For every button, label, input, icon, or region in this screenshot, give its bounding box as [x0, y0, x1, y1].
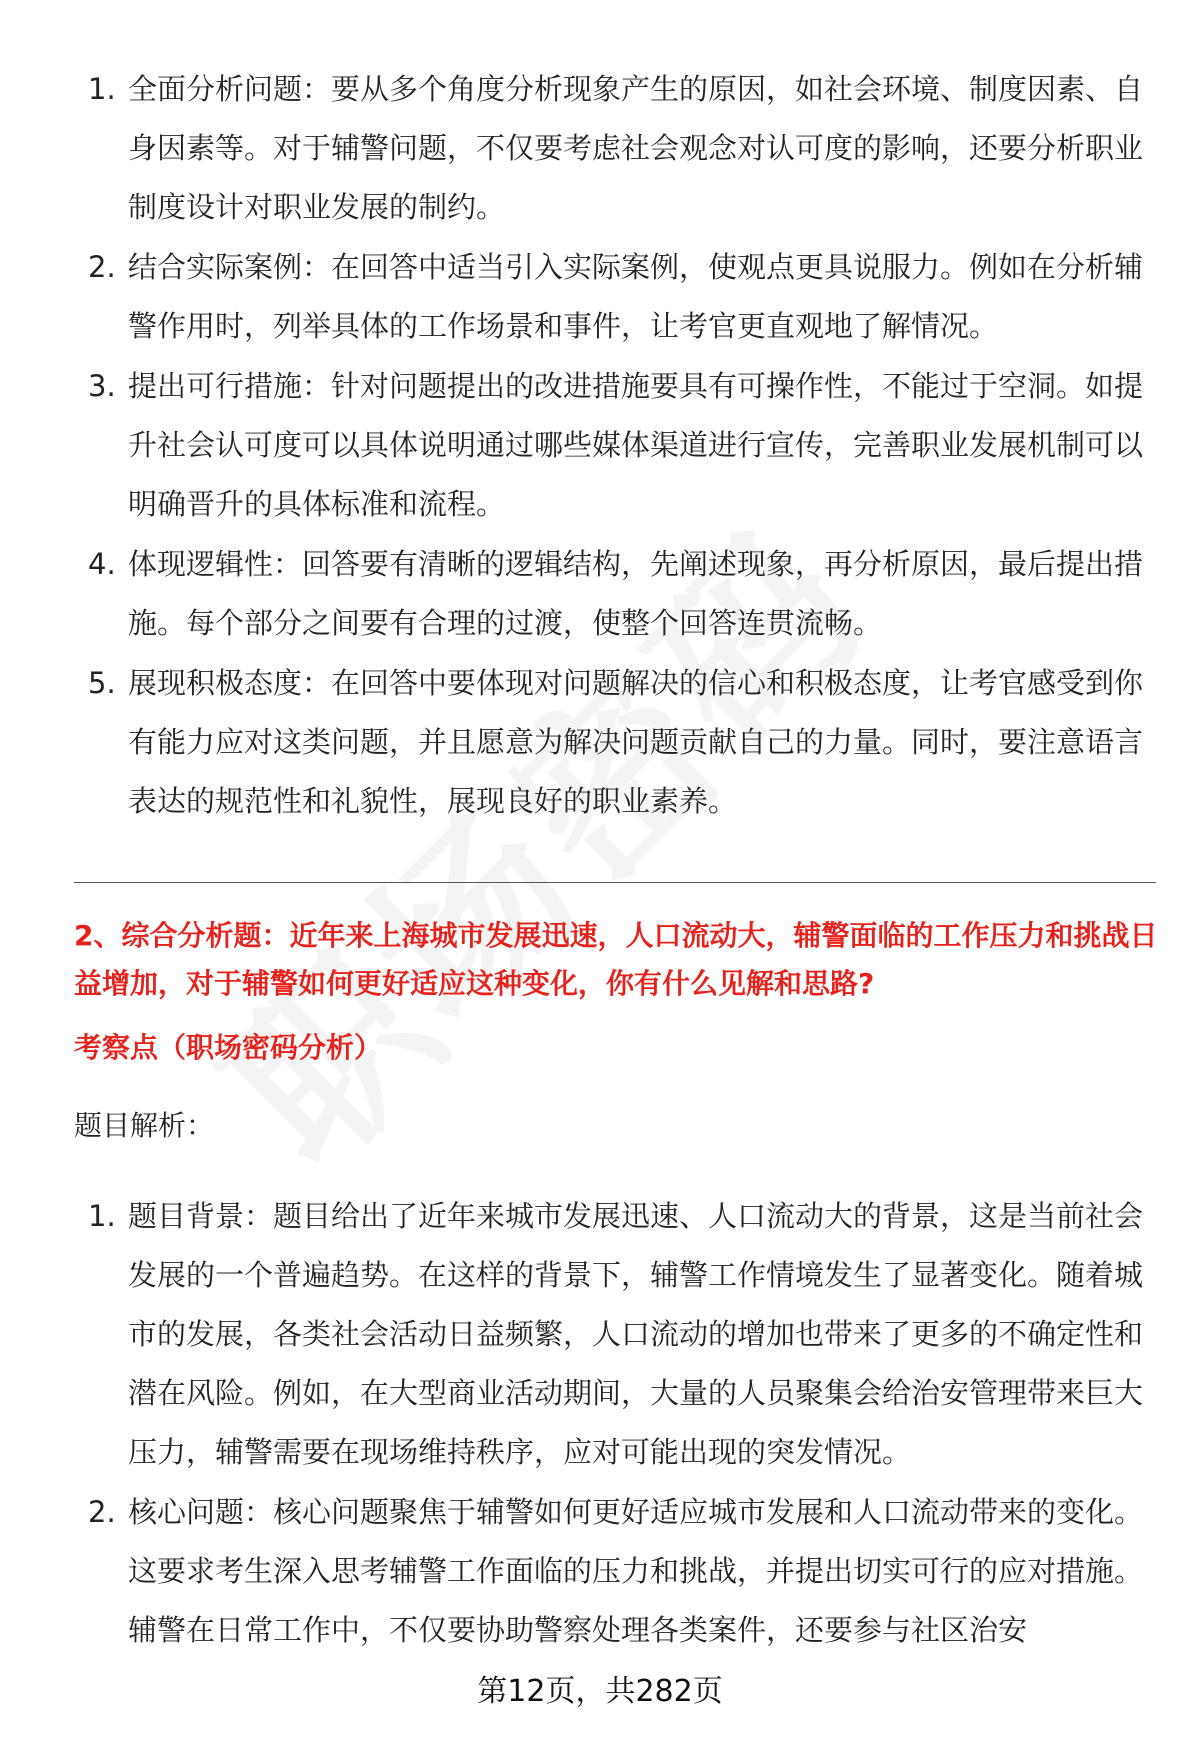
- page-footer: 第12页，共282页: [477, 1674, 723, 1709]
- list-item: [76, 238, 1146, 356]
- list-item: [76, 60, 1146, 237]
- item-number: 2.: [88, 1495, 116, 1529]
- section-divider: [74, 882, 1156, 883]
- list-item: [76, 357, 1146, 534]
- item-number: 4.: [88, 547, 116, 581]
- list-item: [76, 1483, 1146, 1660]
- tips-list: [76, 60, 1146, 832]
- list-item: [76, 1187, 1146, 1482]
- list-item: [76, 654, 1146, 831]
- item-number: 1.: [88, 72, 116, 106]
- question-title: 2、综合分析题：近年来上海城市发展迅速，人口流动大，辅警面临的工作压力和挑战日益增加，对于辅警如何更好适应这种变化，你有什么见解和思路?: [74, 919, 1158, 1000]
- analysis-list: [76, 1187, 1146, 1661]
- item-text: 题目背景：题目给出了近年来城市发展迅速、人口流动大的背景，这是当前社会发展的一个普遍趋势。在这样的背景下，辅警工作情境发生了显著变化。随着城市的发展，各类社会活动日益频繁，人口流动的增加也带来了更多的不确定性和潜在风险。例如，在大型商业活动期间，大量的人员聚集会给治安管理带来巨大压力，辅警需要在现场维持秩序，应对可能出现的突发情况。: [128, 1199, 1144, 1469]
- item-number: 1.: [88, 1199, 116, 1233]
- item-number: 5.: [88, 666, 116, 700]
- examination-points-heading: 考察点（职场密码分析）: [74, 1031, 383, 1064]
- item-number: 3.: [88, 369, 116, 403]
- item-text: 展现积极态度：在回答中要体现对问题解决的信心和积极态度，让考官感受到你有能力应对这类问题，并且愿意为解决问题贡献自己的力量。同时，要注意语言表达的规范性和礼貌性，展现良好的职业素养。: [128, 666, 1144, 818]
- item-text: 体现逻辑性：回答要有清晰的逻辑结构，先阐述现象，再分析原因，最后提出措施。每个部分之间要有合理的过渡，使整个回答连贯流畅。: [128, 547, 1144, 640]
- item-text: 结合实际案例：在回答中适当引入实际案例，使观点更具说服力。例如在分析辅警作用时，列举具体的工作场景和事件，让考官更直观地了解情况。: [128, 250, 1144, 343]
- list-item: [76, 535, 1146, 653]
- item-text: 核心问题：核心问题聚焦于辅警如何更好适应城市发展和人口流动带来的变化。这要求考生深入思考辅警工作面临的压力和挑战，并提出切实可行的应对措施。辅警在日常工作中，不仅要协助警察处理各类案件，还要参与社区治安: [128, 1495, 1144, 1647]
- item-text: 全面分析问题：要从多个角度分析现象产生的原因，如社会环境、制度因素、自身因素等。对于辅警问题，不仅要考虑社会观念对认可度的影响，还要分析职业制度设计对职业发展的制约。: [128, 72, 1144, 224]
- analysis-label: 题目解析：: [74, 1109, 215, 1142]
- item-text: 提出可行措施：针对问题提出的改进措施要具有可操作性，不能过于空洞。如提升社会认可度可以具体说明通过哪些媒体渠道进行宣传，完善职业发展机制可以明确晋升的具体标准和流程。: [128, 369, 1144, 521]
- item-number: 2.: [88, 250, 116, 284]
